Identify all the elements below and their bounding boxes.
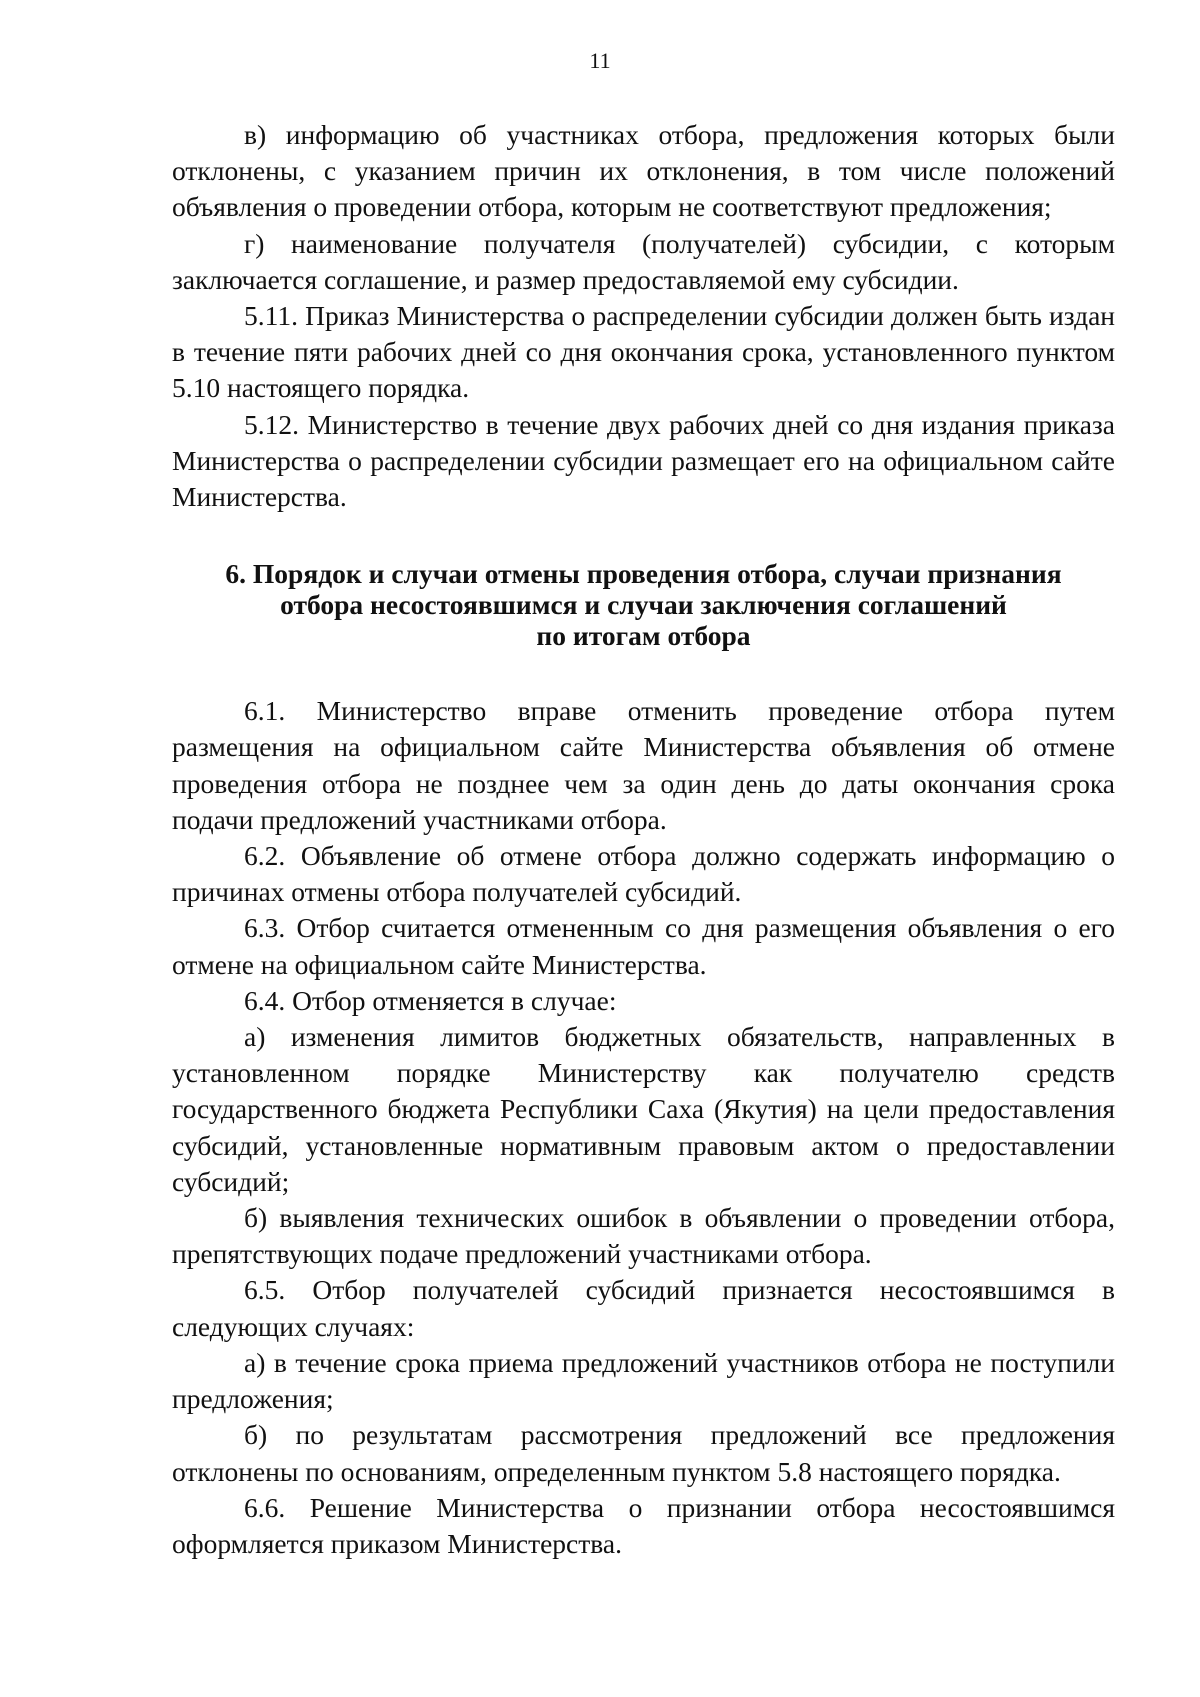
paragraph-6-1: 6.1. Министерство вправе отменить проведение отбора путем размещения на официальном сайте Министерства объявления об отмене проведения отбора не позднее чем за один день до даты окончания срока подачи предложений участниками отбора. <box>172 695 1115 835</box>
paragraph-6-6: 6.6. Решение Министерства о признании отбора несостоявшимся оформляется приказом Министерства. <box>172 1491 1115 1559</box>
paragraph-6-4-b: б) выявления технических ошибок в объявлении о проведении отбора, препятствующих подаче предложений участниками отбора. <box>172 1202 1115 1270</box>
paragraph-5-12: 5.12. Министерство в течение двух рабочих дней со дня издания приказа Министерства о распределении субсидии размещает его на официальном сайте Министерства. <box>172 408 1115 513</box>
paragraph-6-4-a: а) изменения лимитов бюджетных обязательств, направленных в установленном порядке Министерству как получателю средств государственного бюджета Республики Саха (Якутия) на цели предоставления субсидий, установленные нормативным правовым актом о предоставлении субсидий; <box>172 1021 1115 1197</box>
paragraph-5-11: 5.11. Приказ Министерства о распределении субсидии должен быть издан в течение пяти рабочих дней со дня окончания срока, установленного пунктом 5.10 настоящего порядка. <box>172 300 1115 404</box>
page-number: 11 <box>589 48 611 73</box>
paragraph-recipient-name: г) наименование получателя (получателей) субсидии, с которым заключается соглашение, и размер предоставляемой ему субсидии. <box>172 227 1115 295</box>
paragraph-6-5: 6.5. Отбор получателей субсидий признается несостоявшимся в следующих случаях: <box>172 1274 1115 1342</box>
section-title-line-1: 6. Порядок и случаи отмены проведения отбора, случаи признания <box>225 558 1062 590</box>
document-body <box>172 117 1115 1562</box>
section-6-title <box>172 558 1115 651</box>
section-title-line-3: по итогам отбора <box>536 620 751 652</box>
paragraph-info-rejected-participants: в) информацию об участниках отбора, предложения которых были отклонены, с указанием причин их отклонения, в том числе положений объявления о проведении отбора, которым не соответствуют предложения; <box>172 119 1115 223</box>
paragraph-6-4: 6.4. Отбор отменяется в случае: <box>244 984 617 1016</box>
paragraph-6-5-b: б) по результатам рассмотрения предложений все предложения отклонены по основаниям, определенным пунктом 5.8 настоящего порядка. <box>172 1419 1115 1487</box>
paragraph-6-3: 6.3. Отбор считается отмененным со дня размещения объявления о его отмене на официальном сайте Министерства. <box>172 912 1115 980</box>
paragraph-6-5-a: а) в течение срока приема предложений участников отбора не поступили предложения; <box>172 1346 1115 1415</box>
section-title-line-2: отбора несостоявшимся и случаи заключения соглашений <box>280 589 1007 621</box>
paragraph-6-2: 6.2. Объявление об отмене отбора должно содержать информацию о причинах отмены отбора получателей субсидий. <box>172 840 1115 908</box>
